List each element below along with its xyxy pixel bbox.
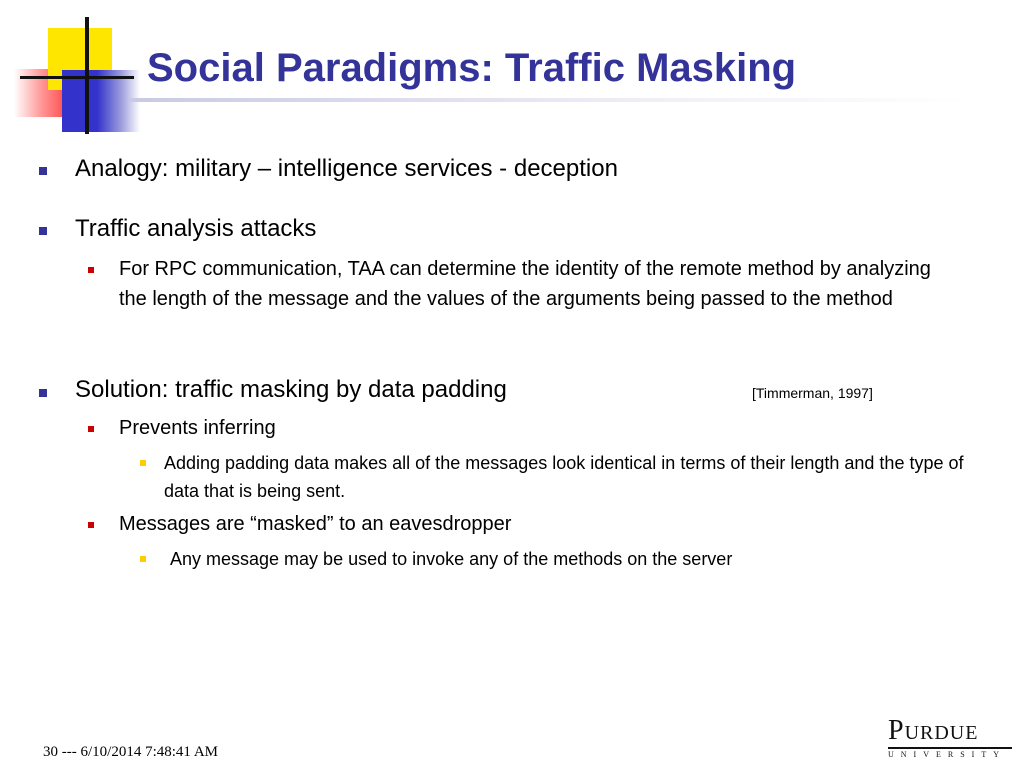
decorative-horizontal-line — [20, 76, 134, 79]
citation: [Timmerman, 1997] — [752, 385, 873, 401]
sub-sub-bullet-padding: Adding padding data makes all of the messages look identical in terms of their length and the type of data that is being sent. — [164, 453, 964, 501]
logo-rule — [888, 747, 1012, 749]
bullet-solution: Solution: traffic masking by data padding — [75, 376, 507, 403]
sub-bullet-marker — [88, 522, 94, 528]
slide-title: Social Paradigms: Traffic Masking — [147, 46, 797, 90]
sub-bullet-marker — [88, 267, 94, 273]
bullet-analogy: Analogy: military – intelligence services - deception — [75, 155, 618, 182]
sub-bullet-masked: Messages are “masked” to an eavesdropper — [119, 513, 512, 535]
sub-bullet-rpc: For RPC communication, TAA can determine the identity of the remote method by analyzing the length of the message and the values of the arguments being passed to the method — [119, 258, 931, 310]
title-underline — [130, 98, 970, 102]
slide-footer: 30 --- 6/10/2014 7:48:41 AM — [43, 744, 218, 760]
logo-subtitle: UNIVERSITY — [888, 750, 1006, 759]
logo-name: Purdue — [888, 715, 979, 746]
purdue-logo — [888, 717, 1012, 763]
bullet-marker — [39, 227, 47, 235]
bullet-marker — [39, 389, 47, 397]
sub-bullet-prevents-inferring: Prevents inferring — [119, 417, 276, 439]
sub-sub-bullet-marker — [140, 556, 146, 562]
sub-sub-bullet-any-message: Any message may be used to invoke any of the methods on the server — [170, 549, 733, 569]
bullet-marker — [39, 167, 47, 175]
sub-sub-bullet-marker — [140, 460, 146, 466]
sub-bullet-marker — [88, 426, 94, 432]
bullet-traffic-analysis: Traffic analysis attacks — [75, 215, 317, 242]
decorative-blue-square — [62, 70, 140, 132]
